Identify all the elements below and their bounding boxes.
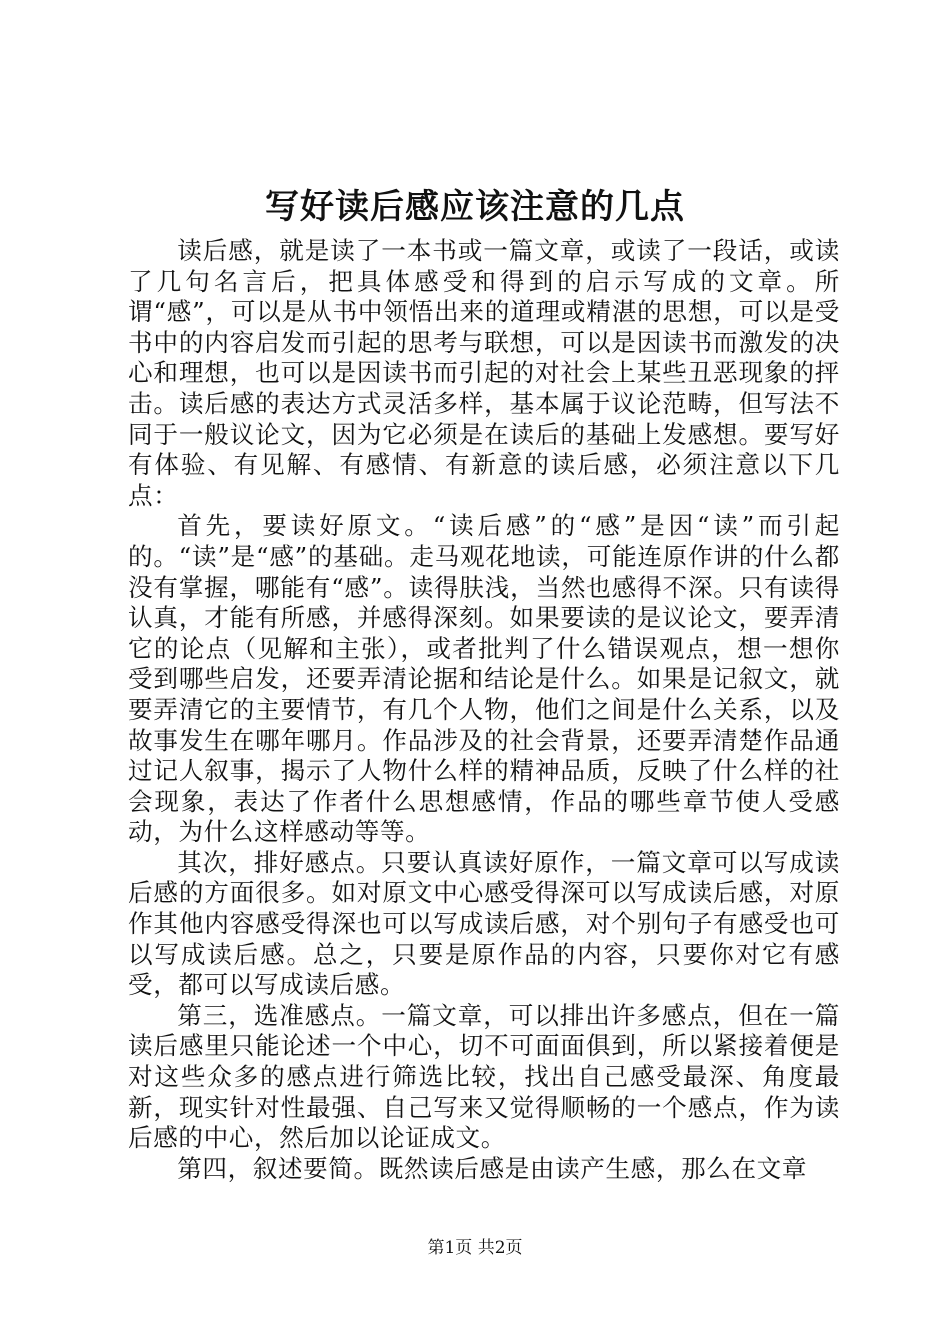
paragraph-third-point: 第三，选准感点。一篇文章，可以排出许多感点，但在一篇读后感里只能论述一个中心，切不可面面俱到，所以紧接着便是对这些众多的感点进行筛选比较，找出自己感受最深、角度最新，现实针对性最强、自己写来又觉得顺畅的一个感点，作为读后感的中心，然后加以论证成文。	[128, 1000, 840, 1153]
page-number-footer: 第1页 共2页	[427, 1238, 523, 1258]
paragraph-intro: 读后感，就是读了一本书或一篇文章，或读了一段话，或读了几句名言后，把具体感受和得到的启示写成的文章。所谓“感”，可以是从书中领悟出来的道理或精湛的思想，可以是受书中的内容启发而引起的思考与联想，可以是因读书而激发的决心和理想，也可以是因读书而引起的对社会上某些丑恶现象的抨击。读后感的表达方式灵活多样，基本属于议论范畴，但写法不同于一般议论文，因为它必须是在读后的基础上发感想。要写好有体验、有见解、有感情、有新意的读后感，必须注意以下几点：	[128, 236, 840, 510]
paragraph-second-point: 其次，排好感点。只要认真读好原作，一篇文章可以写成读后感的方面很多。如对原文中心感受得深可以写成读后感，对原作其他内容感受得深也可以写成读后感，对个别句子有感受也可以写成读后感。总之，只要是原作品的内容，只要你对它有感受，都可以写成读后感。	[128, 847, 840, 1000]
paragraph-first-point: 首先，要读好原文。“读后感”的“感”是因“读”而引起的。“读”是“感”的基础。走马观花地读，可能连原作讲的什么都没有掌握，哪能有“感”。读得肤浅，当然也感得不深。只有读得认真，才能有所感，并感得深刻。如果要读的是议论文，要弄清它的论点（见解和主张），或者批判了什么错误观点，想一想你受到哪些启发，还要弄清论据和结论是什么。如果是记叙文，就要弄清它的主要情节，有几个人物，他们之间是什么关系，以及故事发生在哪年哪月。作品涉及的社会背景，还要弄清楚作品通过记人叙事，揭示了人物什么样的精神品质，反映了什么样的社会现象，表达了作者什么思想感情，作品的哪些章节使人受感动，为什么这样感动等等。	[128, 511, 840, 847]
document-title: 写好读后感应该注意的几点	[265, 187, 685, 227]
paragraph-fourth-point: 第四，叙述要简。既然读后感是由读产生感，那么在文章	[177, 1153, 808, 1183]
document-body	[128, 236, 840, 1184]
